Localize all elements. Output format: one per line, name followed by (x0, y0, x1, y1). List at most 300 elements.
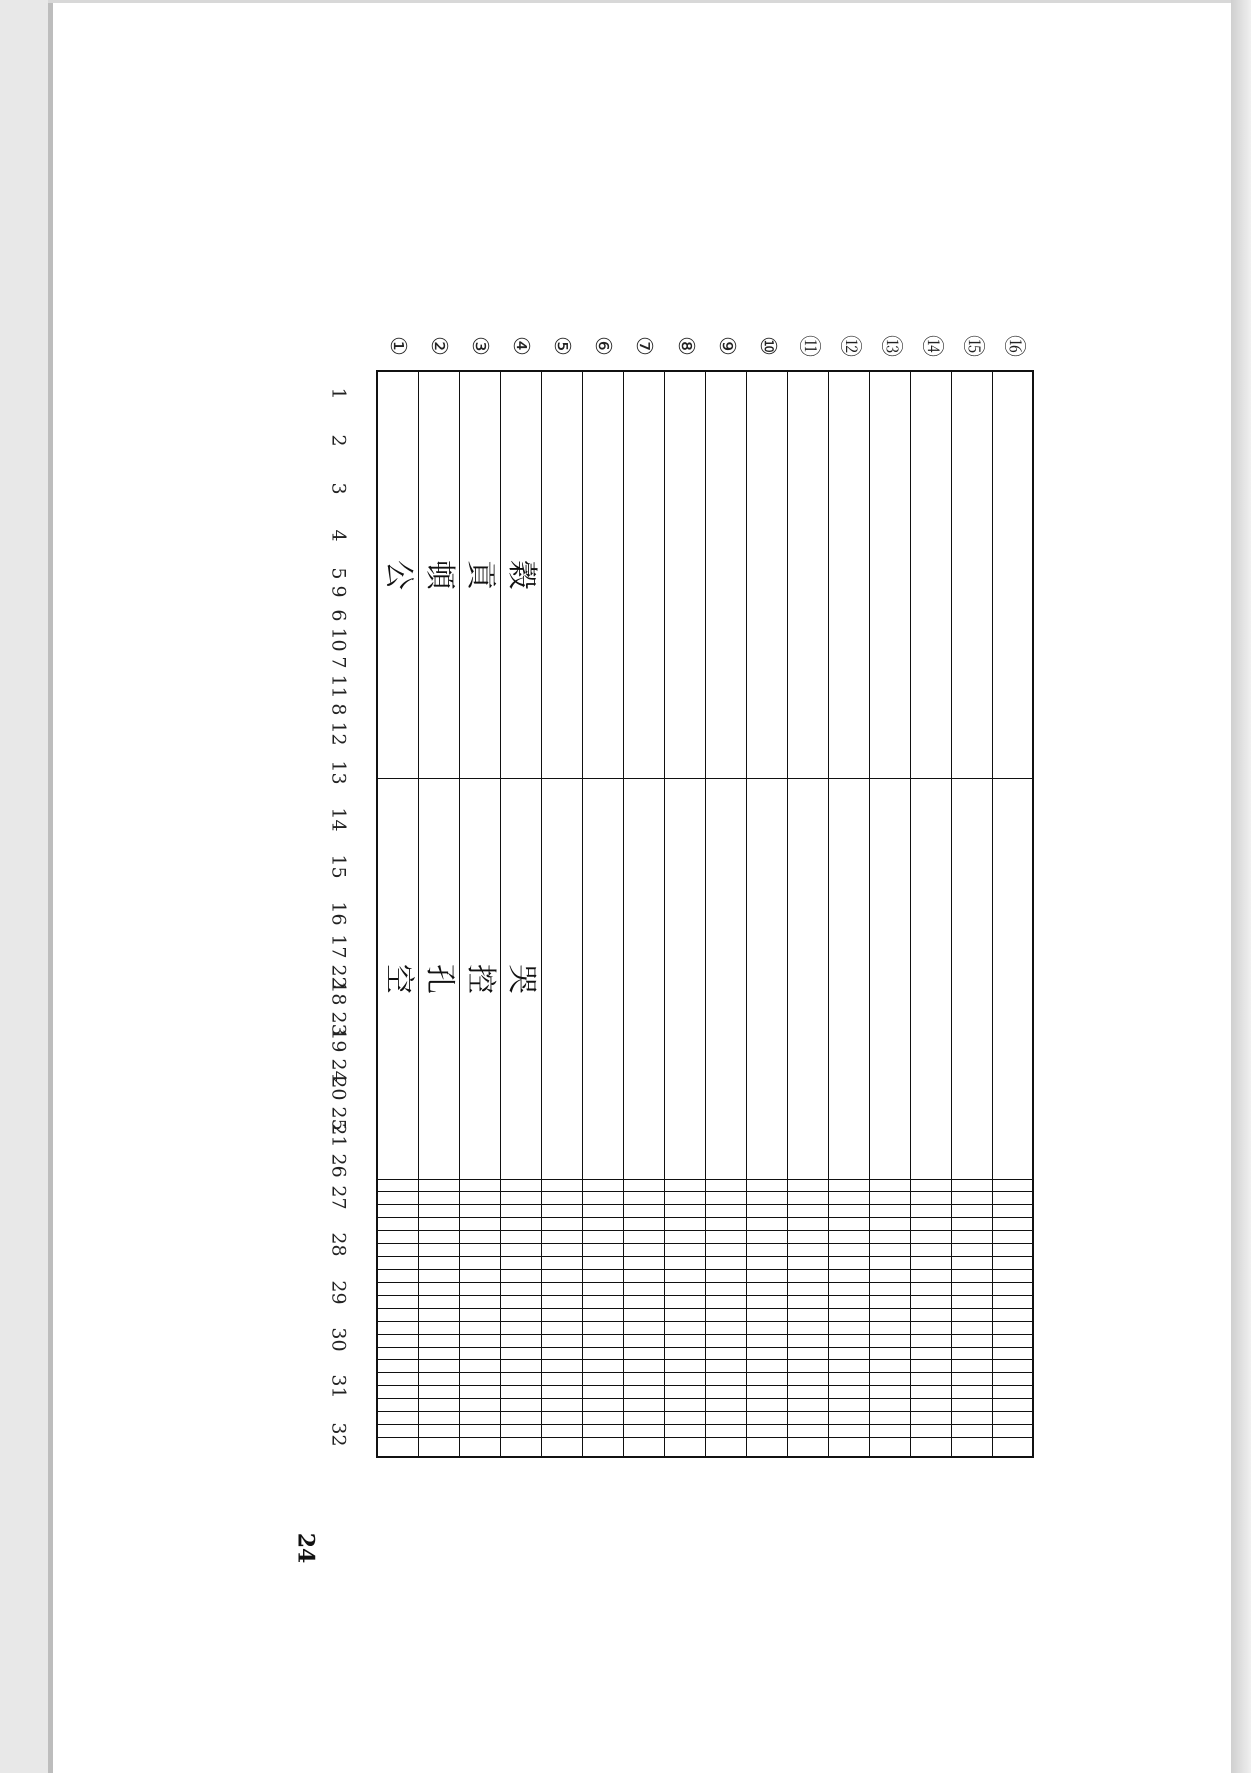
grid-cell (705, 1321, 746, 1334)
grid-cell (541, 1179, 582, 1192)
grid-cell (459, 1244, 500, 1257)
grid-cell (377, 1386, 418, 1399)
grid-cell (541, 778, 582, 1179)
grid-cell (705, 1257, 746, 1270)
grid-cell (664, 1360, 705, 1373)
grid-cell (787, 1179, 828, 1192)
grid-cell (910, 1360, 951, 1373)
grid-cell (623, 1360, 664, 1373)
grid-cell (992, 1205, 1033, 1218)
grid-cell (541, 1437, 582, 1457)
grid-cell (828, 1295, 869, 1308)
grid-cell (500, 1386, 541, 1399)
grid-cell (951, 1308, 992, 1321)
grid-cell (623, 1231, 664, 1244)
grid-cell (418, 1282, 459, 1295)
grid-row (377, 1412, 1033, 1425)
grid-cell (828, 371, 869, 778)
grid-cell (828, 1269, 869, 1282)
grid-row (377, 1282, 1033, 1295)
grid-cell (705, 1399, 746, 1412)
grid-cell (377, 1321, 418, 1334)
grid-cell (992, 1321, 1033, 1334)
grid-cell (459, 1192, 500, 1205)
grid-cell (869, 1399, 910, 1412)
grid-cell (787, 1205, 828, 1218)
cell-character: 公 (380, 559, 416, 590)
grid-cell (459, 1282, 500, 1295)
grid-cell (541, 1412, 582, 1425)
grid-cell (746, 1360, 787, 1373)
grid-cell (705, 1334, 746, 1347)
grid-cell (992, 1308, 1033, 1321)
grid-cell (951, 1321, 992, 1334)
grid-cell (787, 1257, 828, 1270)
grid-cell (746, 1347, 787, 1360)
grid-cell (869, 371, 910, 778)
column-header: ⑩ (754, 336, 780, 356)
grid-cell (746, 1231, 787, 1244)
grid-cell (787, 1334, 828, 1347)
grid-cell (623, 1386, 664, 1399)
grid-cell (705, 1205, 746, 1218)
grid-cell (828, 1218, 869, 1231)
grid-cell (500, 1308, 541, 1321)
grid-cell (664, 1179, 705, 1192)
row-label: 13 (327, 759, 350, 785)
grid-cell (869, 1257, 910, 1270)
grid-cell (992, 1282, 1033, 1295)
cell-character: 哭 (503, 963, 539, 994)
grid-cell (828, 1179, 869, 1192)
grid-cell (418, 1334, 459, 1347)
grid-cell (787, 1425, 828, 1438)
row-label: 3 (327, 482, 350, 495)
grid-cell (664, 1399, 705, 1412)
grid-cell (910, 1425, 951, 1438)
grid-row (377, 1399, 1033, 1412)
grid-cell (623, 1295, 664, 1308)
grid-cell (869, 1321, 910, 1334)
grid-cell (582, 1308, 623, 1321)
grid-cell (910, 1192, 951, 1205)
grid-cell (746, 1321, 787, 1334)
grid-cell (418, 371, 459, 778)
grid-cell (377, 1347, 418, 1360)
grid-cell (828, 1244, 869, 1257)
grid-cell (541, 1425, 582, 1438)
grid-cell (418, 1399, 459, 1412)
grid-cell (582, 1334, 623, 1347)
grid-cell (582, 1321, 623, 1334)
grid-cell (418, 1360, 459, 1373)
grid-cell (992, 1360, 1033, 1373)
grid-cell (705, 1192, 746, 1205)
grid-cell (705, 1437, 746, 1457)
grid-cell (828, 778, 869, 1179)
grid-cell (623, 1282, 664, 1295)
grid-cell (910, 1179, 951, 1192)
grid-cell (705, 1386, 746, 1399)
grid-row (377, 1269, 1033, 1282)
row-label: 16 (327, 901, 350, 926)
column-header: ⑭ (919, 334, 945, 358)
cell-character: 孔 (421, 963, 457, 994)
grid-cell (500, 1321, 541, 1334)
grid-cell (787, 1308, 828, 1321)
grid-cell (828, 1399, 869, 1412)
row-label: 28 (327, 1232, 350, 1258)
grid-cell (992, 1218, 1033, 1231)
grid-cell (582, 371, 623, 778)
grid-cell (746, 1386, 787, 1399)
grid-cell (500, 1295, 541, 1308)
column-header: ⑫ (836, 334, 862, 358)
grid-cell (623, 1321, 664, 1334)
row-label: 27 (327, 1185, 350, 1210)
grid-cell (541, 1218, 582, 1231)
grid-cell (869, 1205, 910, 1218)
grid-cell (418, 1269, 459, 1282)
grid-cell (787, 1282, 828, 1295)
grid-cell (541, 1257, 582, 1270)
grid-cell (951, 1205, 992, 1218)
grid-cell (828, 1257, 869, 1270)
grid-cell (869, 1231, 910, 1244)
grid-cell (377, 1218, 418, 1231)
grid-cell (500, 371, 541, 778)
grid-cell (623, 1192, 664, 1205)
grid-cell (787, 1231, 828, 1244)
grid-cell (787, 371, 828, 778)
grid-cell (377, 1373, 418, 1386)
grid-cell (664, 1425, 705, 1438)
grid-cell (746, 1192, 787, 1205)
grid-cell (623, 371, 664, 778)
grid-cell (500, 778, 541, 1179)
grid-cell (582, 1360, 623, 1373)
grid-cell (664, 1269, 705, 1282)
grid-cell (869, 1179, 910, 1192)
grid-cell (541, 1321, 582, 1334)
grid-cell (377, 1179, 418, 1192)
grid-cell (664, 1244, 705, 1257)
grid-cell (541, 1269, 582, 1282)
grid-cell (869, 1347, 910, 1360)
grid-cell (746, 1399, 787, 1412)
grid-cell (664, 1334, 705, 1347)
grid-cell (541, 1244, 582, 1257)
grid-cell (910, 1412, 951, 1425)
grid-cell (664, 1437, 705, 1457)
grid-cell (951, 1373, 992, 1386)
column-header: ⑥ (590, 336, 616, 356)
grid-cell (828, 1282, 869, 1295)
grid-cell (459, 1373, 500, 1386)
grid-cell (787, 1244, 828, 1257)
grid-cell (377, 1399, 418, 1412)
grid-cell (459, 1334, 500, 1347)
grid-cell (500, 1231, 541, 1244)
grid-cell (910, 1205, 951, 1218)
grid-cell (787, 1386, 828, 1399)
grid-cell (377, 1205, 418, 1218)
grid-cell (869, 1218, 910, 1231)
grid-cell (623, 1308, 664, 1321)
grid-cell (828, 1386, 869, 1399)
grid-cell (377, 1231, 418, 1244)
grid-cell (910, 1437, 951, 1457)
grid-cell (828, 1437, 869, 1457)
grid-cell (623, 1179, 664, 1192)
grid-cell (664, 1231, 705, 1244)
grid-cell (418, 1295, 459, 1308)
grid-cell (992, 1425, 1033, 1438)
grid-cell (910, 778, 951, 1179)
grid-cell (705, 1347, 746, 1360)
grid-cell (500, 1244, 541, 1257)
grid-cell (541, 1399, 582, 1412)
grid-cell (951, 1192, 992, 1205)
grid-cell (705, 1282, 746, 1295)
grid-cell (746, 1269, 787, 1282)
grid-cell (787, 1412, 828, 1425)
row-label: 19 24 (327, 1028, 350, 1083)
grid-cell (623, 1347, 664, 1360)
grid-cell (746, 1179, 787, 1192)
grid-cell (377, 1308, 418, 1321)
grid-cell (582, 1218, 623, 1231)
row-labels (310, 370, 366, 1458)
grid-cell (541, 1192, 582, 1205)
grid-cell (746, 1373, 787, 1386)
page-edge-top (48, 0, 1231, 3)
grid-cell (869, 1412, 910, 1425)
grid-cell (582, 1386, 623, 1399)
grid-cell (705, 1269, 746, 1282)
grid-cell (418, 1373, 459, 1386)
grid-row (377, 1373, 1033, 1386)
grid-row (377, 1231, 1033, 1244)
grid-cell (664, 778, 705, 1179)
grid-cell (459, 1308, 500, 1321)
grid-row (377, 1205, 1033, 1218)
column-header: ③ (466, 336, 492, 356)
grid-cell (582, 1425, 623, 1438)
grid-cell (992, 1257, 1033, 1270)
grid-cell (582, 1192, 623, 1205)
row-label: 6 10 (327, 608, 350, 652)
row-label: 20 25 (327, 1075, 350, 1131)
grid-cell (787, 778, 828, 1179)
grid-row (377, 778, 1033, 1179)
grid-cell (705, 1231, 746, 1244)
grid-cell (910, 1295, 951, 1308)
grid-cell (582, 1347, 623, 1360)
grid-cell (746, 1437, 787, 1457)
column-header: ⑮ (960, 334, 986, 358)
row-label: 7 11 (327, 656, 350, 699)
row-label: 14 (327, 807, 350, 832)
grid-cell (582, 1244, 623, 1257)
grid-cell (951, 1347, 992, 1360)
page-edge-left (48, 0, 53, 1773)
grid-cell (951, 1179, 992, 1192)
grid-cell (910, 1321, 951, 1334)
row-label: 30 (327, 1327, 350, 1352)
grid-cell (418, 1412, 459, 1425)
grid-cell (377, 1257, 418, 1270)
grid-cell (500, 1412, 541, 1425)
grid-cell (459, 1399, 500, 1412)
grid-cell (418, 1218, 459, 1231)
grid-cell (500, 1282, 541, 1295)
grid-cell (705, 1373, 746, 1386)
grid-cell (705, 1308, 746, 1321)
column-header: ⑦ (631, 336, 657, 356)
column-header: ⑤ (549, 336, 575, 356)
grid-row (377, 1218, 1033, 1231)
grid-cell (459, 1257, 500, 1270)
row-label: 8 12 (327, 703, 350, 746)
grid-cell (623, 1437, 664, 1457)
grid-cell (541, 1308, 582, 1321)
grid-row (377, 1257, 1033, 1270)
grid-cell (951, 1399, 992, 1412)
grid-cell (869, 1425, 910, 1438)
grid-cell (992, 1334, 1033, 1347)
grid-cell (623, 1205, 664, 1218)
grid-row (377, 1360, 1033, 1373)
grid-cell (951, 1334, 992, 1347)
grid-cell (828, 1308, 869, 1321)
grid-cell (459, 1231, 500, 1244)
grid-row (377, 1437, 1033, 1457)
grid-cell (623, 1373, 664, 1386)
grid-cell (582, 1399, 623, 1412)
grid-cell (541, 1205, 582, 1218)
grid-cell (459, 1218, 500, 1231)
grid-cell (500, 1218, 541, 1231)
grid-cell (992, 1386, 1033, 1399)
grid-cell (828, 1373, 869, 1386)
row-label: 21 26 (327, 1123, 350, 1178)
grid-cell (459, 778, 500, 1179)
grid-cell (869, 1295, 910, 1308)
grid-cell (664, 1373, 705, 1386)
grid-cell (377, 1437, 418, 1457)
grid-cell (582, 1257, 623, 1270)
grid-cell (459, 1386, 500, 1399)
grid-cell (500, 1347, 541, 1360)
grid-cell (992, 371, 1033, 778)
grid-cell (582, 1295, 623, 1308)
grid-cell (992, 1179, 1033, 1192)
grid-cell (418, 778, 459, 1179)
grid-cell (459, 1347, 500, 1360)
grid-cell (869, 1373, 910, 1386)
grid-cell (582, 1269, 623, 1282)
grid-cell (787, 1218, 828, 1231)
grid-cell (992, 1231, 1033, 1244)
grid-cell (910, 1386, 951, 1399)
grid-cell (664, 1205, 705, 1218)
grid-cell (869, 778, 910, 1179)
grid-row (377, 1244, 1033, 1257)
column-header: ① (384, 336, 410, 356)
grid-cell (541, 1295, 582, 1308)
grid-cell (705, 778, 746, 1179)
grid-cell (869, 1386, 910, 1399)
grid-cell (664, 1386, 705, 1399)
grid-cell (992, 1244, 1033, 1257)
grid-cell (910, 1334, 951, 1347)
grid-cell (377, 1412, 418, 1425)
grid-cell (828, 1360, 869, 1373)
grid-cell (910, 1269, 951, 1282)
grid-cell (992, 1347, 1033, 1360)
grid-cell (377, 1269, 418, 1282)
grid-cell (582, 1412, 623, 1425)
grid-row (377, 1295, 1033, 1308)
grid-cell (951, 778, 992, 1179)
grid-cell (664, 1321, 705, 1334)
grid-cell (910, 1218, 951, 1231)
row-label: 5 9 (327, 567, 350, 598)
grid-cell (992, 1295, 1033, 1308)
grid-cell (418, 1437, 459, 1457)
grid-cell (705, 1425, 746, 1438)
cell-character: 貢 (462, 559, 498, 590)
grid-cell (910, 1308, 951, 1321)
cell-character: 穀 (503, 559, 539, 590)
grid-row (377, 1386, 1033, 1399)
grid-cell (623, 1218, 664, 1231)
grid-cell (377, 1334, 418, 1347)
grid-cell (500, 1179, 541, 1192)
grid-cell (787, 1295, 828, 1308)
grid-cell (541, 1373, 582, 1386)
grid-cell (664, 1257, 705, 1270)
grid-cell (664, 1347, 705, 1360)
grid-cell (500, 1192, 541, 1205)
grid-cell (623, 1257, 664, 1270)
column-header: ④ (507, 336, 533, 356)
grid-cell (869, 1334, 910, 1347)
grid-table (376, 370, 1034, 1458)
grid-cell (951, 1244, 992, 1257)
page-number: 24 (292, 1532, 319, 1564)
grid-cell (541, 1360, 582, 1373)
grid-cell (541, 1231, 582, 1244)
grid-row (377, 1179, 1033, 1192)
grid-cell (951, 1412, 992, 1425)
grid-cell (377, 1244, 418, 1257)
grid-cell (910, 1282, 951, 1295)
column-header: ⑯ (1001, 334, 1027, 358)
grid-cell (951, 1360, 992, 1373)
grid-cell (377, 1282, 418, 1295)
cell-character: 頓 (421, 559, 457, 590)
grid-cell (910, 1244, 951, 1257)
grid-cell (787, 1321, 828, 1334)
grid-row (377, 1192, 1033, 1205)
grid-cell (951, 371, 992, 778)
grid-cell (377, 1295, 418, 1308)
grid-cell (951, 1295, 992, 1308)
grid-cell (377, 778, 418, 1179)
grid-cell (377, 1192, 418, 1205)
